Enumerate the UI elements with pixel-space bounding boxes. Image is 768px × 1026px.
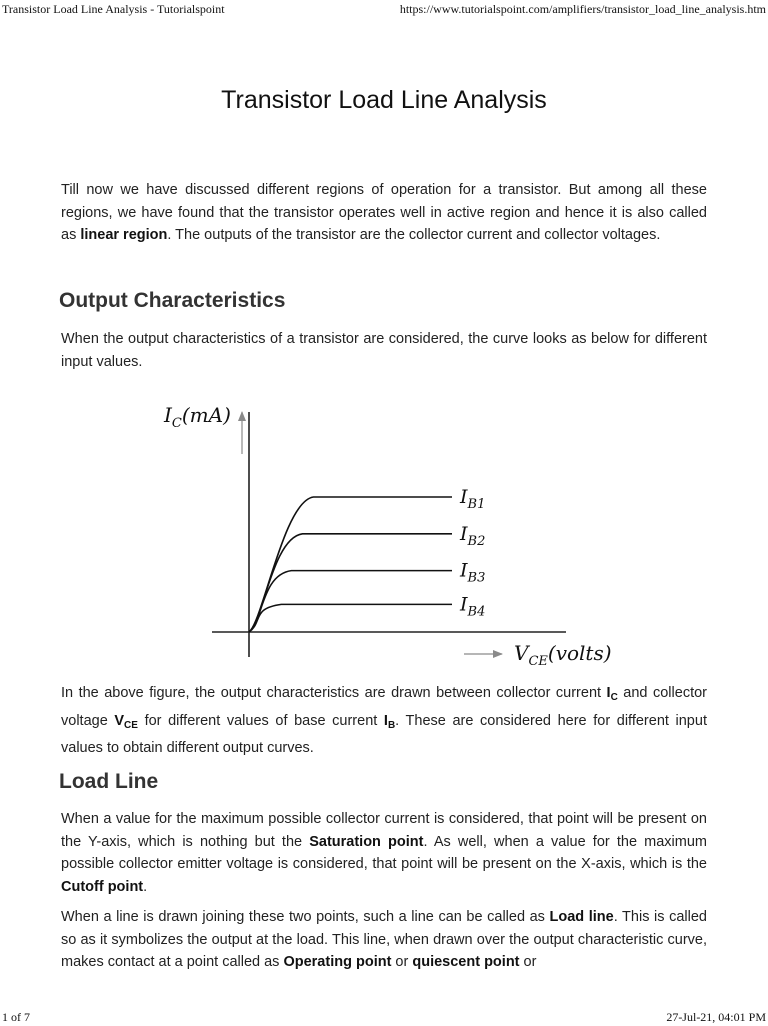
vce-symbol: $V_{CE}$ bbox=[114, 712, 138, 731]
bold-operating-point: Operating point bbox=[283, 954, 392, 971]
intro-text-1: Till now we have discussed different regions of operation for a transistor. But among all these regions, we have found that the transistor operates well in active region and hence it is also called as bbox=[61, 182, 707, 244]
bold-load-line: Load line bbox=[549, 909, 614, 925]
curve-ib4 bbox=[249, 604, 452, 632]
curve-ib3 bbox=[249, 571, 452, 632]
load-line-paragraph-1: When a value for the maximum possible collector current is considered, that point will be present on the Y-axis, which is nothing but the Saturation point. As well, when a value for the maximum possible collector emitter voltage is considered, that point will be present on the X-axis, which is the Cutoff point. bbox=[61, 811, 707, 895]
output-characteristics-figure bbox=[150, 392, 630, 672]
print-header bbox=[0, 2, 768, 18]
intro-bold-linear-region: linear region bbox=[80, 227, 168, 244]
desc-text-3: for different values of base current bbox=[137, 712, 384, 729]
desc-text-1: In the above figure, the output characteristics are drawn between collector current bbox=[61, 685, 607, 701]
section-heading-load-line: Load Line bbox=[59, 770, 159, 793]
characteristic-curves bbox=[249, 486, 485, 632]
page-title: Transistor Load Line Analysis bbox=[221, 86, 547, 114]
curve-label-ib1: $I_{B1}$ bbox=[460, 486, 486, 512]
x-axis-label: $V_{CE}(volts)$ bbox=[514, 641, 612, 669]
curve-label-ib2: $I_{B2}$ bbox=[460, 522, 486, 549]
print-header-title: Transistor Load Line Analysis - Tutorialspoint bbox=[2, 2, 225, 16]
figure-description bbox=[61, 682, 707, 760]
ib-symbol: $I_B$ bbox=[383, 712, 396, 731]
curve-ib1 bbox=[249, 497, 452, 632]
bold-saturation-point: Saturation point bbox=[309, 833, 424, 850]
print-datetime: 27-Jul-21, 04:01 PM bbox=[666, 1010, 766, 1024]
output-characteristics-diagram bbox=[150, 392, 630, 672]
section-heading-output-characteristics: Output Characteristics bbox=[59, 289, 286, 312]
curve-label-ib3: $I_{B3}$ bbox=[460, 559, 486, 586]
print-header-url: https://www.tutorialspoint.com/amplifiers/transistor_load_line_analysis.htm bbox=[399, 2, 766, 16]
bold-cutoff-point: Cutoff point bbox=[61, 878, 144, 895]
bold-quiescent-point: quiescent point bbox=[412, 954, 520, 971]
curve-label-ib4: $I_{B4}$ bbox=[460, 593, 486, 620]
page-number: 1 of 7 bbox=[2, 1010, 30, 1024]
desc-text-2: and collector voltage bbox=[61, 685, 707, 729]
desc-text-4: . These are considered here for different input values to obtain different output curves. bbox=[61, 712, 707, 757]
ic-symbol: $I_C$ bbox=[606, 685, 618, 703]
intro-paragraph bbox=[61, 179, 707, 247]
intro-text-2: . The outputs of the transistor are the collector current and collector voltages. bbox=[167, 227, 661, 244]
load-line-paragraph-2: When a line is drawn joining these two points, such a line can be called as Load line. This is called so as it symbolizes the output at the load. This line, when drawn over the output characteristic curve, makes contact at a point called as Operating point or quiescent point or bbox=[61, 909, 707, 971]
y-axis-label: $I_C(mA)$ bbox=[164, 403, 231, 431]
output-char-paragraph: When the output characteristics of a transistor are considered, the curve looks as below for different input values. bbox=[61, 331, 707, 370]
